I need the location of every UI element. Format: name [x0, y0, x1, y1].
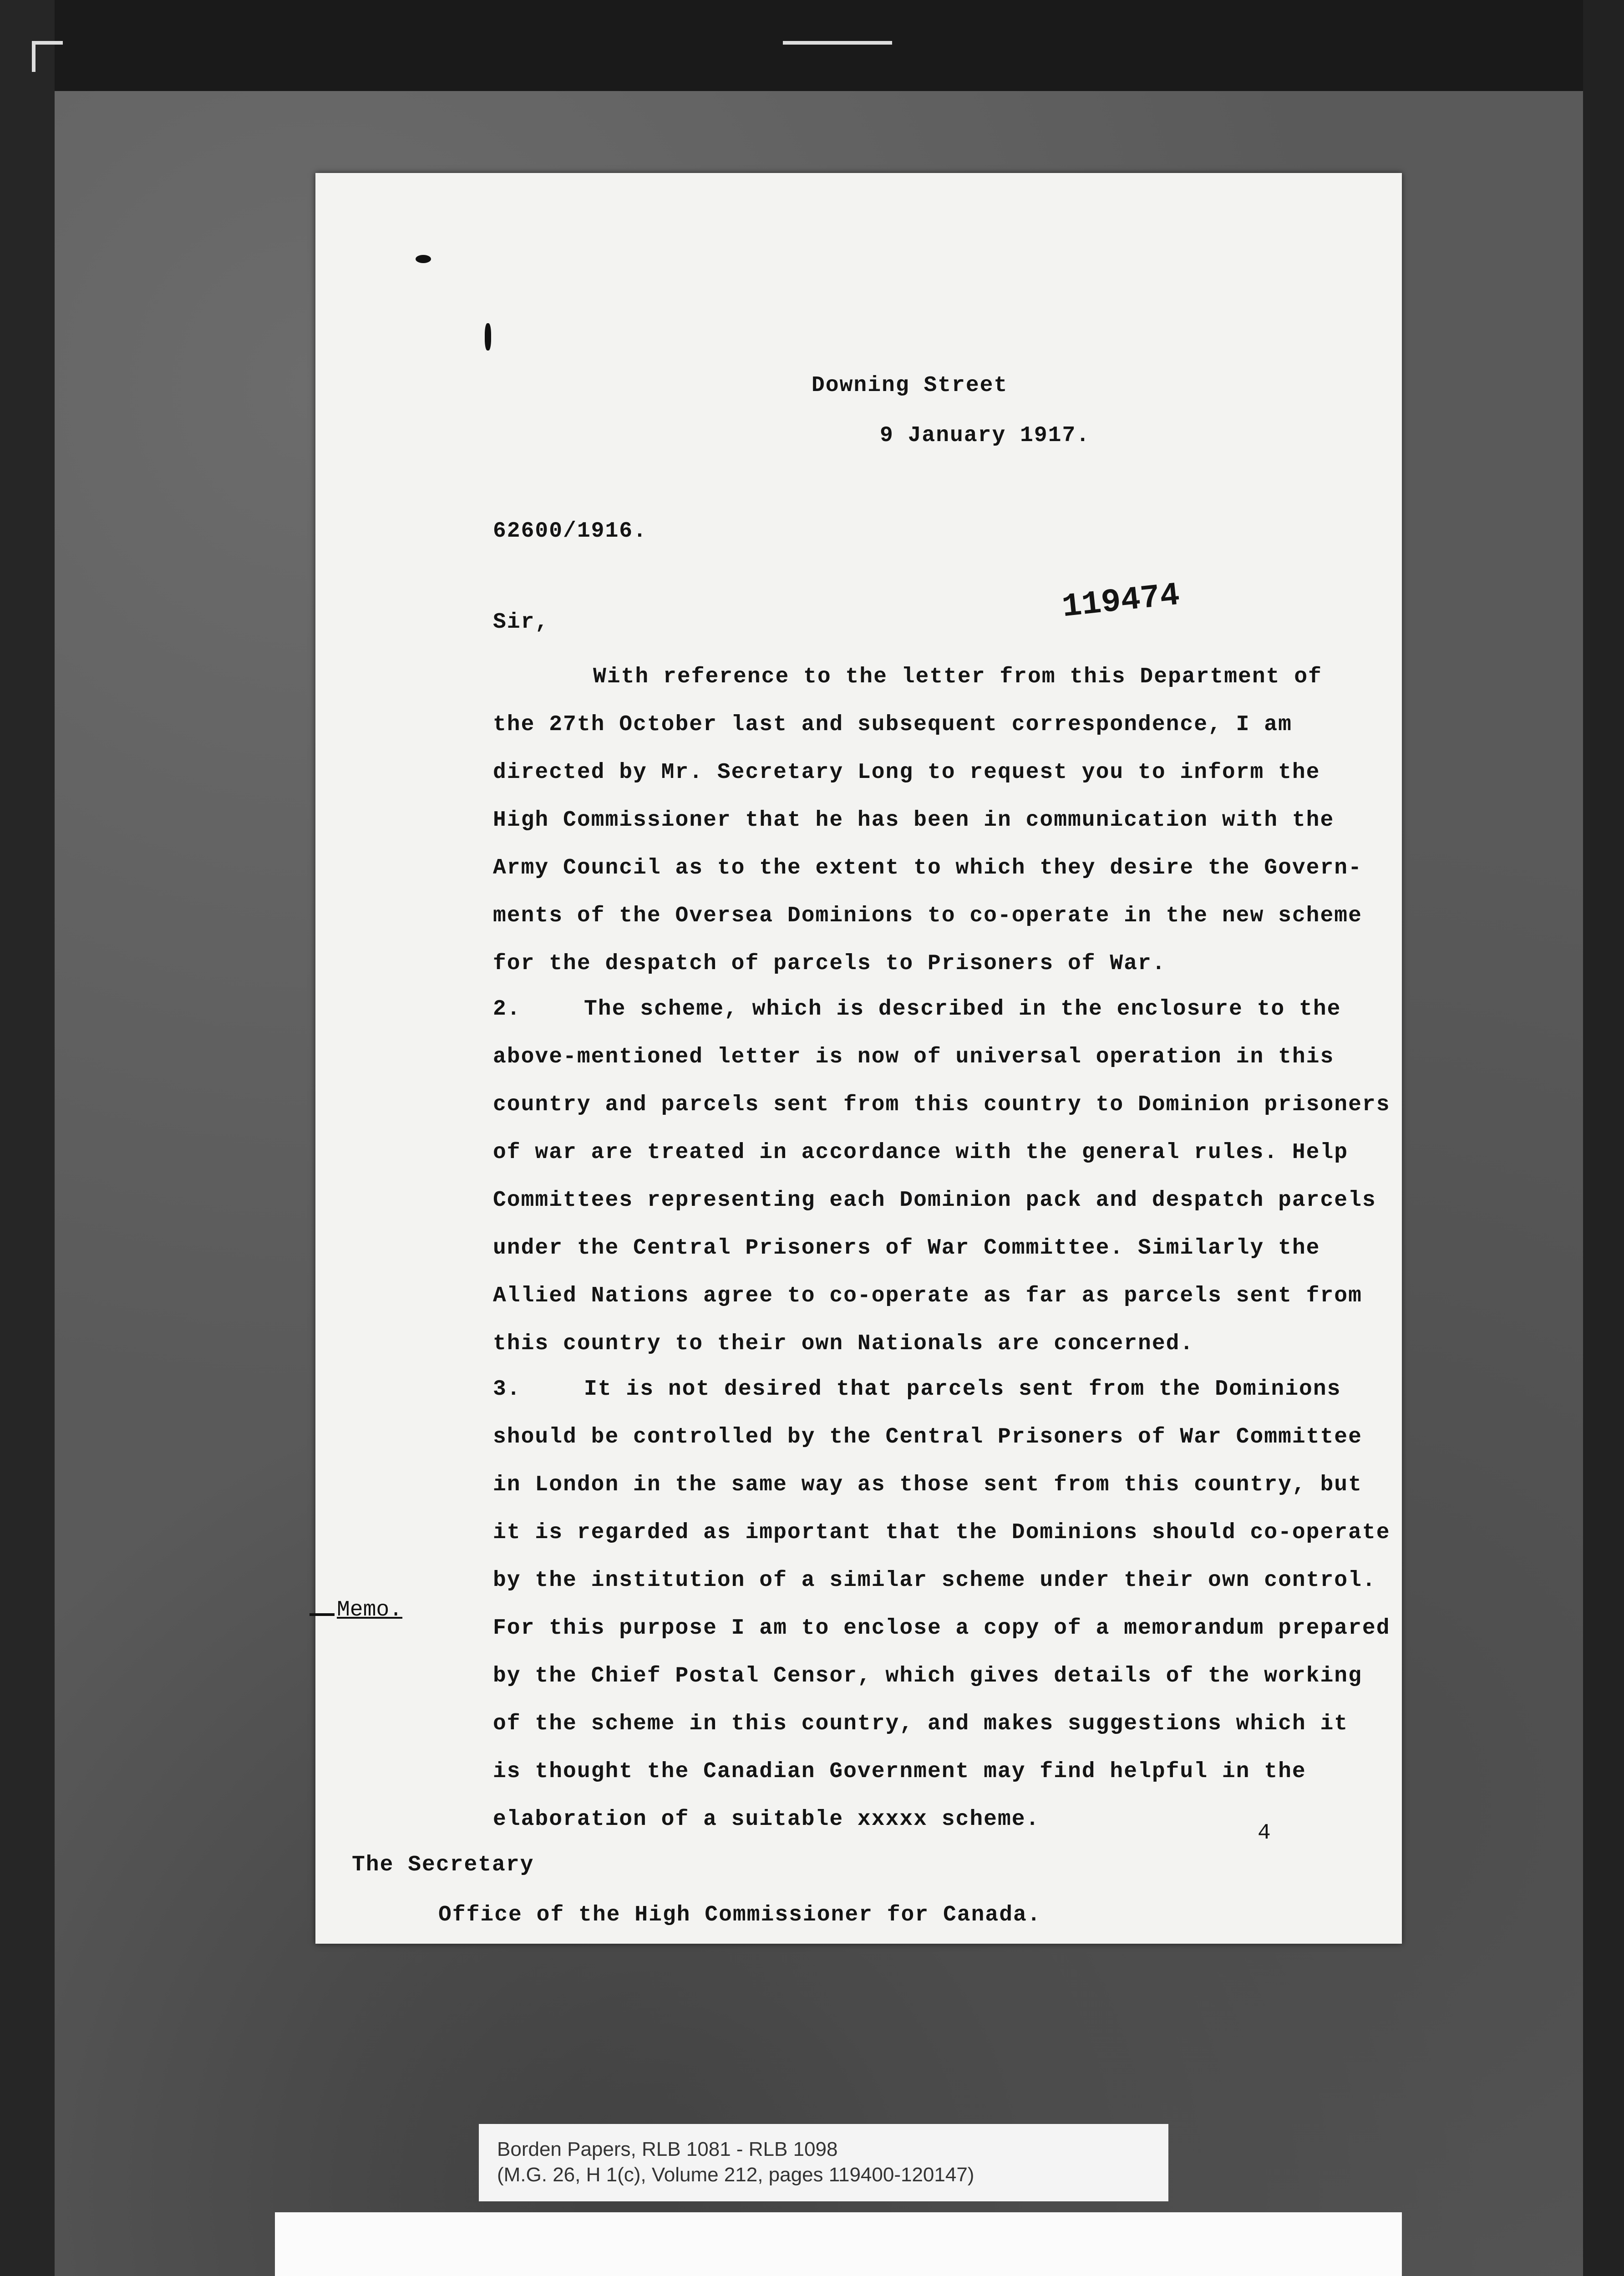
paragraph-1-line: for the despatch of parcels to Prisoners of War. [493, 951, 1166, 976]
paragraph-1-line: Army Council as to the extent to which they desire the Govern- [493, 856, 1362, 880]
margin-note-memo: Memo. [337, 1598, 403, 1622]
recipient-office: Office of the High Commissioner for Canada. [438, 1903, 1041, 1927]
paragraph-3-line: is thought the Canadian Government may find helpful in the [493, 1759, 1306, 1784]
collection-label-line: Borden Papers, RLB 1081 - RLB 1098 [497, 2138, 838, 2160]
paper-blemish [416, 255, 431, 263]
paragraph-2-line: this country to their own Nationals are concerned. [493, 1331, 1194, 1356]
letter-address: Downing Street [812, 373, 1008, 398]
paragraph-3-line: It is not desired that parcels sent from the Dominions [584, 1377, 1341, 1402]
file-number-stamp: 119474 [1060, 576, 1182, 626]
collection-label-line: (M.G. 26, H 1(c), Volume 212, pages 119400-120147) [497, 2164, 974, 2186]
paragraph-3-line: of the scheme in this country, and makes suggestions which it [493, 1712, 1349, 1736]
paragraph-3-line: should be controlled by the Central Prisoners of War Committee [493, 1425, 1362, 1449]
film-edge-right [1583, 0, 1624, 2276]
paragraph-2-line: under the Central Prisoners of War Committee. Similarly the [493, 1236, 1320, 1260]
paragraph-1-line: directed by Mr. Secretary Long to request you to inform the [493, 760, 1320, 785]
letter-page [315, 173, 1402, 1944]
paragraph-2-line: Allied Nations agree to co-operate as far as parcels sent from [493, 1284, 1362, 1308]
paragraph-2-line: Committees representing each Dominion pack and despatch parcels [493, 1188, 1376, 1213]
paragraph-3-line: by the Chief Postal Censor, which gives details of the working [493, 1664, 1362, 1688]
reference-number: 62600/1916. [493, 519, 647, 544]
paragraph-2-line: above-mentioned letter is now of universal operation in this [493, 1045, 1335, 1069]
paragraph-1-line: ments of the Oversea Dominions to co-operate in the new scheme [493, 904, 1362, 928]
paragraph-1-line: High Commissioner that he has been in communication with the [493, 808, 1335, 833]
paragraph-2-line: The scheme, which is described in the enclosure to the [584, 997, 1341, 1021]
paragraph-3-line: For this purpose I am to enclose a copy of a memorandum prepared [493, 1616, 1391, 1641]
paragraph-3-line: by the institution of a similar scheme under their own control. [493, 1568, 1376, 1593]
paragraph-3-line: in London in the same way as those sent from this country, but [493, 1473, 1362, 1497]
top-registration-mark [783, 41, 892, 45]
letter-date: 9 January 1917. [880, 423, 1091, 448]
paper-blemish [485, 323, 491, 351]
page-number: 4 [1258, 1821, 1271, 1845]
archives-card [275, 2212, 1402, 2276]
salutation: Sir, [493, 610, 549, 635]
paragraph-3-line: elaboration of a suitable xxxxx scheme. [493, 1807, 1040, 1832]
corner-crop-mark [32, 41, 63, 72]
film-edge-top [0, 0, 1624, 91]
paragraph-2-line: country and parcels sent from this country to Dominion prisoners [493, 1092, 1391, 1117]
paragraph-1-line: With reference to the letter from this Department of [593, 665, 1322, 689]
paragraph-3-line: it is regarded as important that the Dominions should co-operate [493, 1520, 1391, 1545]
paragraph-1-line: the 27th October last and subsequent correspondence, I am [493, 712, 1292, 737]
recipient-title: The Secretary [352, 1853, 534, 1877]
film-edge-left [0, 0, 55, 2276]
paragraph-2-number: 2. [493, 997, 521, 1021]
paragraph-2-line: of war are treated in accordance with the general rules. Help [493, 1140, 1349, 1165]
collection-label [479, 2124, 1168, 2201]
paragraph-3-number: 3. [493, 1377, 521, 1402]
